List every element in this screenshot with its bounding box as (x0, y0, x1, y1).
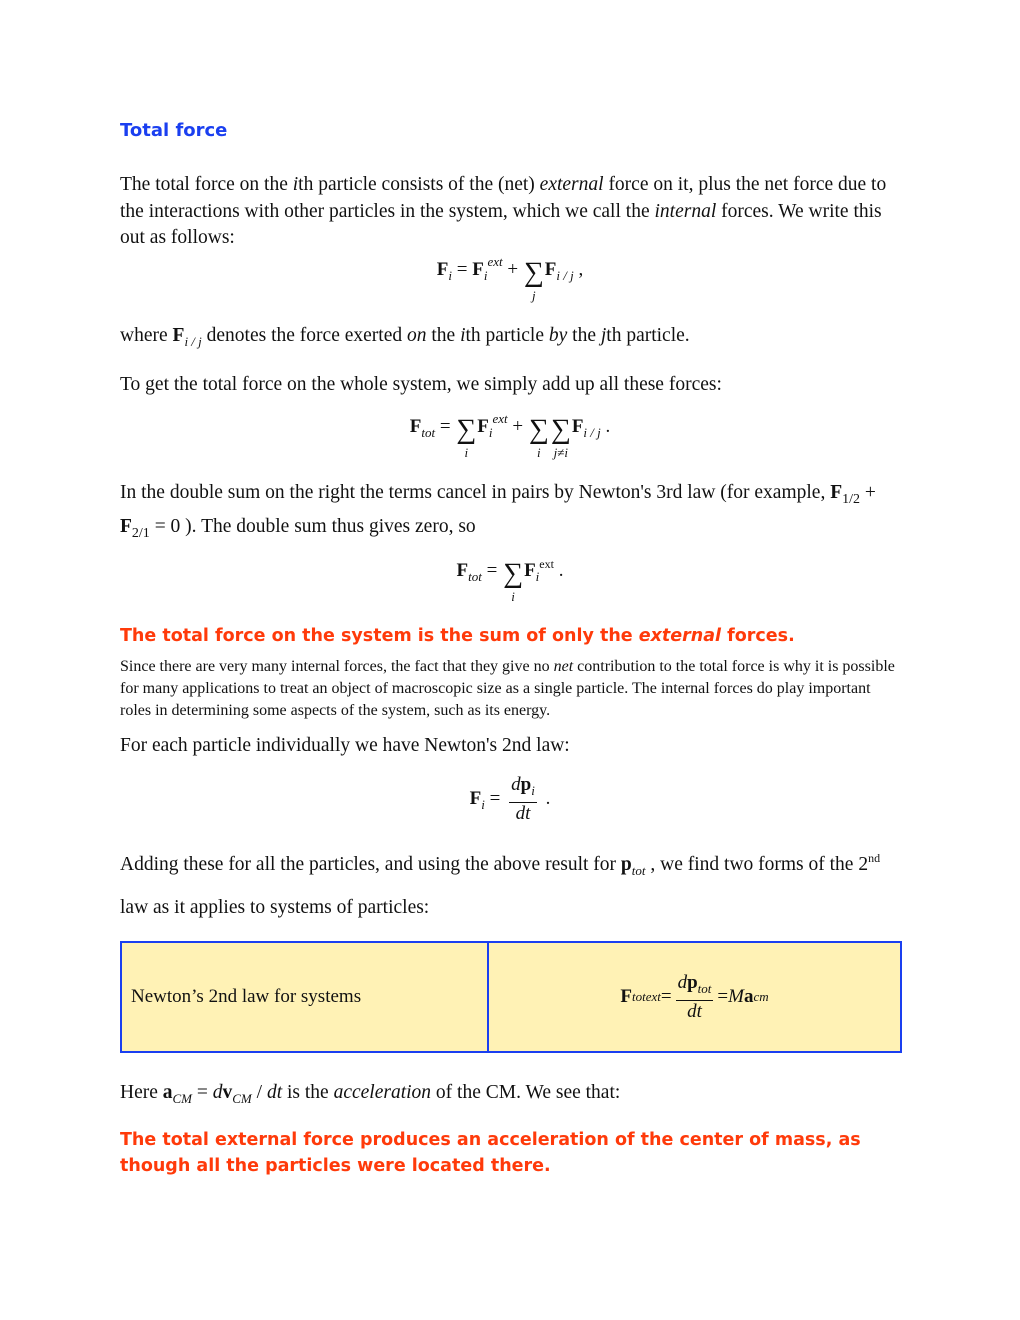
text-run: a (162, 1082, 173, 1103)
text-run: ext (487, 254, 503, 269)
summation-index: i (464, 445, 469, 460)
text-run: / (251, 1082, 267, 1103)
text-run: + (502, 259, 523, 280)
text-run: th particle consists of the (net) (298, 174, 540, 195)
text-run: external (638, 626, 722, 646)
text-run: F (571, 416, 584, 437)
text-run: is the (282, 1082, 334, 1103)
numerator (509, 774, 537, 803)
text-run: p (520, 774, 532, 795)
text-run: where (120, 325, 173, 346)
law-summary-box (120, 941, 902, 1053)
text-run: . (553, 560, 564, 581)
text-run: i / j (184, 334, 202, 349)
paragraph-total (120, 372, 905, 399)
text-run: = (717, 986, 729, 1007)
text-run: F (456, 560, 469, 581)
text-run: on (406, 325, 427, 346)
text-run: p (687, 971, 698, 993)
text-run: Here (120, 1082, 163, 1103)
paragraph-newton-2nd (120, 733, 905, 760)
text-run: M (728, 986, 744, 1007)
text-run: F (436, 259, 449, 280)
text-run: For each particle individually we have Newton's 2nd law: (120, 735, 570, 756)
text-run: i (488, 425, 493, 440)
text-run: = (192, 1082, 213, 1103)
text-run: law as it applies to systems of particles: (120, 897, 430, 918)
equation-external-sum (0, 557, 1020, 604)
summation-symbol: ∑ i (503, 558, 524, 604)
fraction (509, 774, 537, 825)
denominator (516, 803, 531, 825)
text-run: th particle (465, 325, 549, 346)
text-run: F (469, 787, 482, 809)
equation-total-force (0, 411, 1020, 460)
text-run: F (120, 515, 132, 537)
text-run: i (535, 569, 540, 584)
summation-symbol: ∑ j≠i (550, 414, 571, 460)
text-run: To get the total force on the whole system, we simply add up all these forces: (120, 374, 722, 395)
paragraph-acceleration (120, 1080, 905, 1113)
text-run: tot (631, 863, 646, 878)
text-run: d (212, 1082, 223, 1103)
text-run: dt (266, 1082, 283, 1103)
text-run: i (460, 325, 466, 346)
text-run: + (507, 416, 528, 437)
text-run: p (620, 854, 632, 875)
text-run: = 0 ). The double sum thus gives zero, so (149, 515, 476, 537)
text-run: In the double sum on the right the terms cancel in pairs by Newton's 3rd law (for example, (120, 482, 831, 503)
text-run: forces. We write this out as follows: (120, 200, 882, 248)
text-run: ext (539, 557, 554, 571)
equation-newton-particle (0, 774, 1020, 825)
text-run: = (451, 259, 473, 280)
text-run: Since there are very many internal forces, the fact that they give no (120, 658, 554, 675)
text-run: F (477, 416, 489, 437)
text-run: tot (468, 569, 482, 584)
summation-symbol: ∑ i (456, 414, 477, 460)
highlight-statement-1 (120, 623, 905, 649)
equation-particle-force (0, 254, 1020, 303)
text-run: F (409, 416, 422, 437)
summation-symbol: ∑ i (528, 414, 549, 460)
fraction (676, 972, 714, 1023)
text-run: d (677, 971, 688, 993)
text-run: i / j (556, 268, 574, 283)
text-run: F (172, 325, 185, 346)
denominator (687, 1001, 702, 1023)
text-run: F (830, 482, 843, 503)
paragraph-adding (120, 840, 905, 926)
paragraph-internal-forces (120, 656, 905, 722)
text-run: = (660, 986, 672, 1007)
summation-index: j (531, 288, 536, 303)
text-run: ext (492, 411, 508, 426)
text-run: = (435, 416, 456, 437)
text-run: tot (697, 980, 712, 996)
text-run: i (292, 174, 299, 195)
text-run: by (548, 325, 568, 346)
text-run: i (448, 268, 452, 283)
law-equation (489, 943, 900, 1051)
text-run: F (472, 259, 484, 280)
text-run: i (481, 796, 485, 812)
text-run: tot (421, 425, 436, 440)
paragraph-where (120, 323, 905, 356)
text-run: + (860, 482, 876, 503)
text-run: v (222, 1082, 233, 1103)
text-run: i / j (583, 425, 601, 440)
text-run: acceleration (333, 1082, 432, 1103)
text-run: nd (868, 851, 881, 865)
text-run: F (544, 259, 557, 280)
text-run: F (620, 986, 632, 1007)
text-run: i (483, 268, 488, 283)
text-run: dt (687, 1000, 702, 1022)
text-run: th particle. (606, 325, 690, 346)
text-run: the (567, 325, 601, 346)
text-run: F (524, 560, 536, 581)
paragraph-double-sum (120, 480, 905, 547)
text-run: 1/2 (842, 492, 861, 507)
text-run: i (531, 783, 535, 798)
text-run: external (539, 174, 604, 195)
text-run: j (600, 325, 607, 346)
text-run: dt (515, 803, 531, 824)
text-run: . (540, 787, 551, 809)
text-run: tot (631, 989, 646, 1004)
text-run: CM (172, 1091, 193, 1106)
text-run: The total force on the system is the sum of only the (120, 626, 639, 646)
text-run: Adding these for all the particles, and using the above result for (120, 854, 621, 875)
law-label: Newton’s 2nd law for systems (122, 943, 489, 1051)
text-run: 2/1 (131, 525, 150, 541)
summation-index: i (511, 589, 515, 604)
summation-symbol: ∑ j (523, 257, 544, 303)
summation-index: i (537, 445, 541, 460)
text-run: forces. (721, 626, 795, 646)
text-run: a (743, 986, 754, 1007)
text-run: = (484, 787, 506, 809)
text-run: The total external force produces an acceleration of the center of mass, as though all the particles were located there. (120, 1130, 861, 1176)
paragraph-intro (120, 172, 905, 252)
text-run: the (426, 325, 461, 346)
numerator (676, 972, 714, 1001)
text-run: internal (654, 200, 717, 222)
text-run: denotes the force exerted (201, 325, 407, 346)
text-run: d (511, 774, 521, 795)
text-run: , (573, 259, 584, 280)
text-run: CM (232, 1091, 252, 1106)
text-run: . (600, 416, 611, 437)
text-run: The total force on the (120, 174, 293, 195)
section-heading: Total force (120, 120, 228, 141)
highlight-statement-2 (120, 1127, 905, 1179)
text-run: = (481, 560, 503, 581)
text-run: force on it, plus the net force due to the interactions with other particles in the system, which we call the (120, 174, 887, 222)
summation-index: j≠i (553, 445, 568, 460)
text-run: of the CM. We see that: (431, 1082, 621, 1103)
text-run: net (553, 658, 574, 675)
text-run: ext (645, 989, 661, 1004)
text-run: , we find two forms of the 2 (645, 854, 869, 875)
text-run: cm (753, 989, 769, 1004)
text-run: contribution to the total force is why it is possible for many applications to treat an object of macroscopic size as a single particle. The internal forces do play important roles in determining some aspects of the system, such as its energy. (120, 658, 895, 719)
